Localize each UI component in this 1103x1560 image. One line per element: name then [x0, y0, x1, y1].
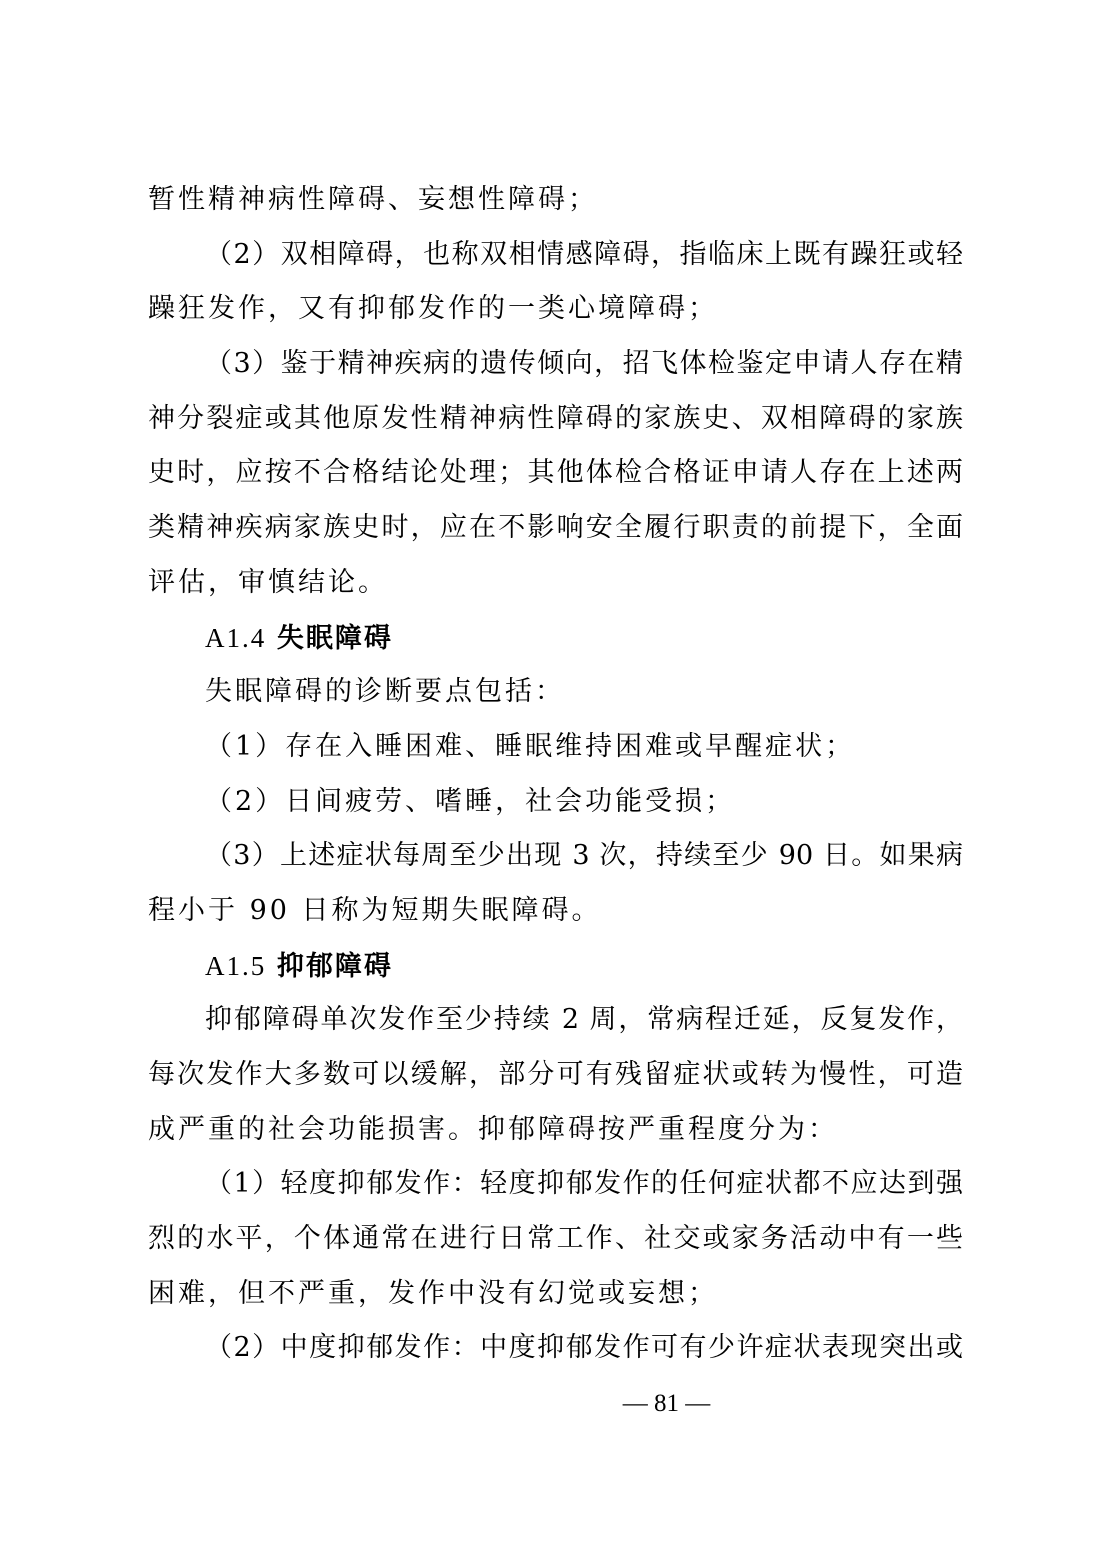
section-heading-a1-4: [148, 611, 963, 666]
text-line: （1）轻度抑郁发作：轻度抑郁发作的任何症状都不应达到强: [205, 1168, 963, 1200]
text-line: 抑郁障碍单次发作至少持续 2 周，常病程迁延，反复发作，: [205, 1004, 963, 1036]
text-line: 史时，应按不合格结论处理；其他体检合格证申请人存在上述两: [148, 457, 963, 489]
section-title: 抑郁障碍: [276, 950, 393, 982]
text-line: 程小于 90 日称为短期失眠障碍。: [148, 894, 602, 926]
text-line: 失眠障碍的诊断要点包括：: [205, 676, 565, 708]
text-line: 成严重的社会功能损害。抑郁障碍按严重程度分为：: [148, 1113, 838, 1145]
text-line: （3）上述症状每周至少出现 3 次，持续至少 90 日。如果病: [205, 840, 963, 872]
section-number: A1.5: [205, 950, 267, 981]
text-line: 类精神疾病家族史时，应在不影响安全履行职责的前提下，全面: [148, 512, 963, 544]
text-line: 困难，但不严重，发作中没有幻觉或妄想；: [148, 1277, 718, 1309]
document-body: [148, 173, 963, 1376]
text-line: （2）中度抑郁发作：中度抑郁发作可有少许症状表现突出或: [205, 1332, 963, 1364]
text-line: （2）双相障碍，也称双相情感障碍，指临床上既有躁狂或轻: [205, 238, 963, 270]
page-number: — 81 —: [622, 1390, 711, 1417]
section-number: A1.4: [205, 622, 267, 653]
text-line: 神分裂症或其他原发性精神病性障碍的家族史、双相障碍的家族: [148, 402, 963, 434]
text-line: （3）鉴于精神疾病的遗传倾向，招飞体检鉴定申请人存在精: [205, 348, 963, 380]
text-line: 烈的水平，个体通常在进行日常工作、社交或家务活动中有一些: [148, 1223, 963, 1255]
text-line: 评估，审慎结论。: [148, 566, 388, 598]
text-line: （2）日间疲劳、嗜睡，社会功能受损；: [205, 785, 736, 817]
section-title: 失眠障碍: [276, 622, 393, 654]
text-line: （1）存在入睡困难、睡眠维持困难或早醒症状；: [205, 730, 856, 762]
section-heading-a1-5: [148, 939, 963, 994]
text-line: 躁狂发作，又有抑郁发作的一类心境障碍；: [148, 293, 718, 325]
text-line: 每次发作大多数可以缓解，部分可有残留症状或转为慢性，可造: [148, 1059, 963, 1090]
text-line: 暂性精神病性障碍、妄想性障碍；: [148, 184, 598, 215]
